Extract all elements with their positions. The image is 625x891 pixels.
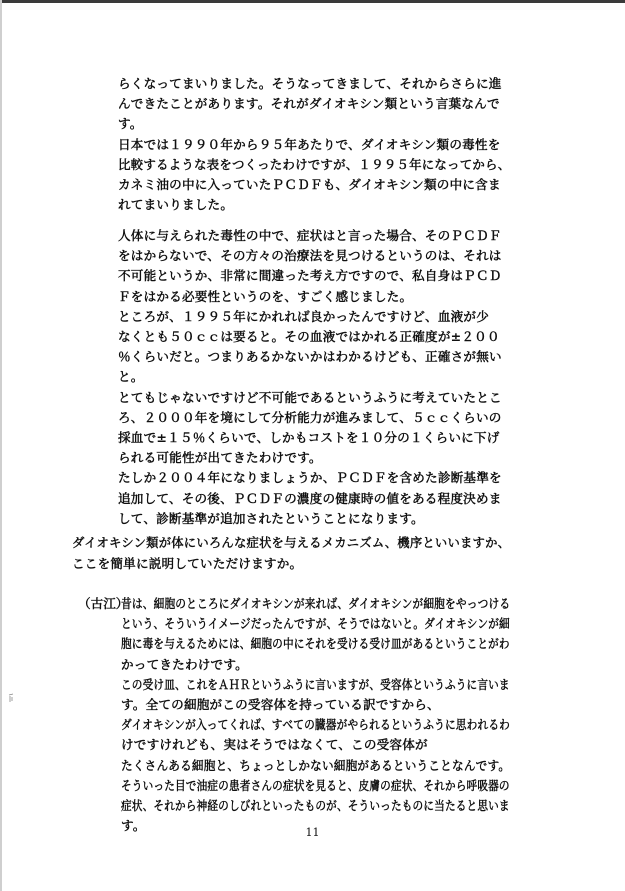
scan-mark-icon	[8, 693, 16, 703]
block2-line: なくとも５０ｃｃは要ると。その血液ではかれる正確度が±２００	[118, 329, 500, 344]
block2-line: 人体に与えられた毒性の中で、症状はと言った場合、そのＰＣＤＦ	[118, 228, 502, 243]
answer-line: す。全ての細胞がこの受容体を持っている訳ですから、	[121, 697, 440, 712]
block2-line: ％くらいだと。つまりあるかないかはわかるけども、正確さが無い	[118, 349, 502, 365]
block1-line: 日本では１９９０年から９５年あたりで、ダイオキシン類の毒性を	[118, 136, 501, 152]
answer-line: 胞に毒を与えるためには、細胞の中にそれを受ける受け皿があるということがわ	[121, 636, 510, 652]
answer-line: そういった目で油症の患者さんの症状を見ると、皮膚の症状、それから呼吸器の	[121, 777, 510, 793]
speaker-label: （古江）	[78, 596, 129, 611]
block2-line: をはからないで、その方々の治療法を見つけるというのは、それは	[118, 248, 502, 264]
answer-line: 症状、それから神経のしびれといったものが、そういったものに当たると思いま	[121, 798, 510, 813]
block2-line: ろ、２０００年を境にして分析能力が進みまして、５ｃｃくらいの	[118, 409, 502, 425]
block1-line: カネミ油の中に入っていたＰＣＤＦも、ダイオキシン類の中に含ま	[118, 177, 501, 192]
block1-line: らくなってまいりました。そうなってきまして、それからさらに進	[118, 76, 502, 91]
block2-line: 採血で±１５％くらいで、しかもコストを１０分の１くらいに下げ	[118, 430, 500, 445]
block2-line: 不可能というか、非常に間違った考え方ですので、私自身はＰＣＤ	[118, 268, 502, 284]
block1-line: れてまいりました。	[118, 197, 234, 213]
answer-line: この受け皿、これをＡＨＲというふうに言いますが、受容体というふうに言いま	[121, 676, 510, 692]
question-line: ダイオキシン類が体にいろんな症状を与えるメカニズム、機序といいますか、	[72, 535, 511, 550]
block1-line: んできたことがあります。それがダイオキシン類という言葉なんで	[118, 96, 500, 112]
answer-line: かってきたわけです。	[121, 656, 248, 672]
block2-line: 追加して、その後、ＰＣＤＦの濃度の健康時の値をある程度決めま	[118, 490, 502, 506]
answer-line: す。	[121, 818, 146, 834]
answer-line: けですけれども、実はそうではなくて、この受容体が	[121, 737, 428, 753]
answer-line: ダイオキシンが入ってくれば、すべての臓器がやられるというふうに思われるわ	[121, 717, 510, 733]
block2-line: られる可能性が出てきたわけです。	[118, 450, 322, 466]
block2-line: Ｆをはかる必要性というのを、すごく感じました。	[118, 288, 413, 304]
block2-line: ところが、１９９５年にかれれば良かったんですけど、血液が少	[118, 308, 490, 324]
page-number: 11	[305, 826, 320, 839]
block1-line: 比較するような表をつくったわけですが、１９９５年になってから、	[118, 156, 511, 172]
question-line: ここを簡単に説明していただけますか。	[72, 555, 303, 571]
answer-line: たくさんある細胞と、ちょっとしかない細胞があるということなんです。	[121, 757, 511, 773]
block2-line: とてもじゃないですけど不可能であるというふうに考えていたとこ	[118, 389, 502, 405]
block2-line: たしか２００４年になりましょうか、ＰＣＤＦを含めた診断基準を	[118, 470, 502, 486]
block2-line: して、診断基準が追加されたということになります。	[118, 510, 424, 526]
answer-line: という、そういうイメージだったんですが、そうではないと。ダイオキシンが細	[121, 616, 510, 632]
answer-line: 昔は、細胞のところにダイオキシンが来れば、ダイオキシンが細胞をやっつける	[121, 596, 511, 611]
block2-line: と。	[118, 369, 144, 385]
block1-line: す。	[118, 116, 143, 132]
